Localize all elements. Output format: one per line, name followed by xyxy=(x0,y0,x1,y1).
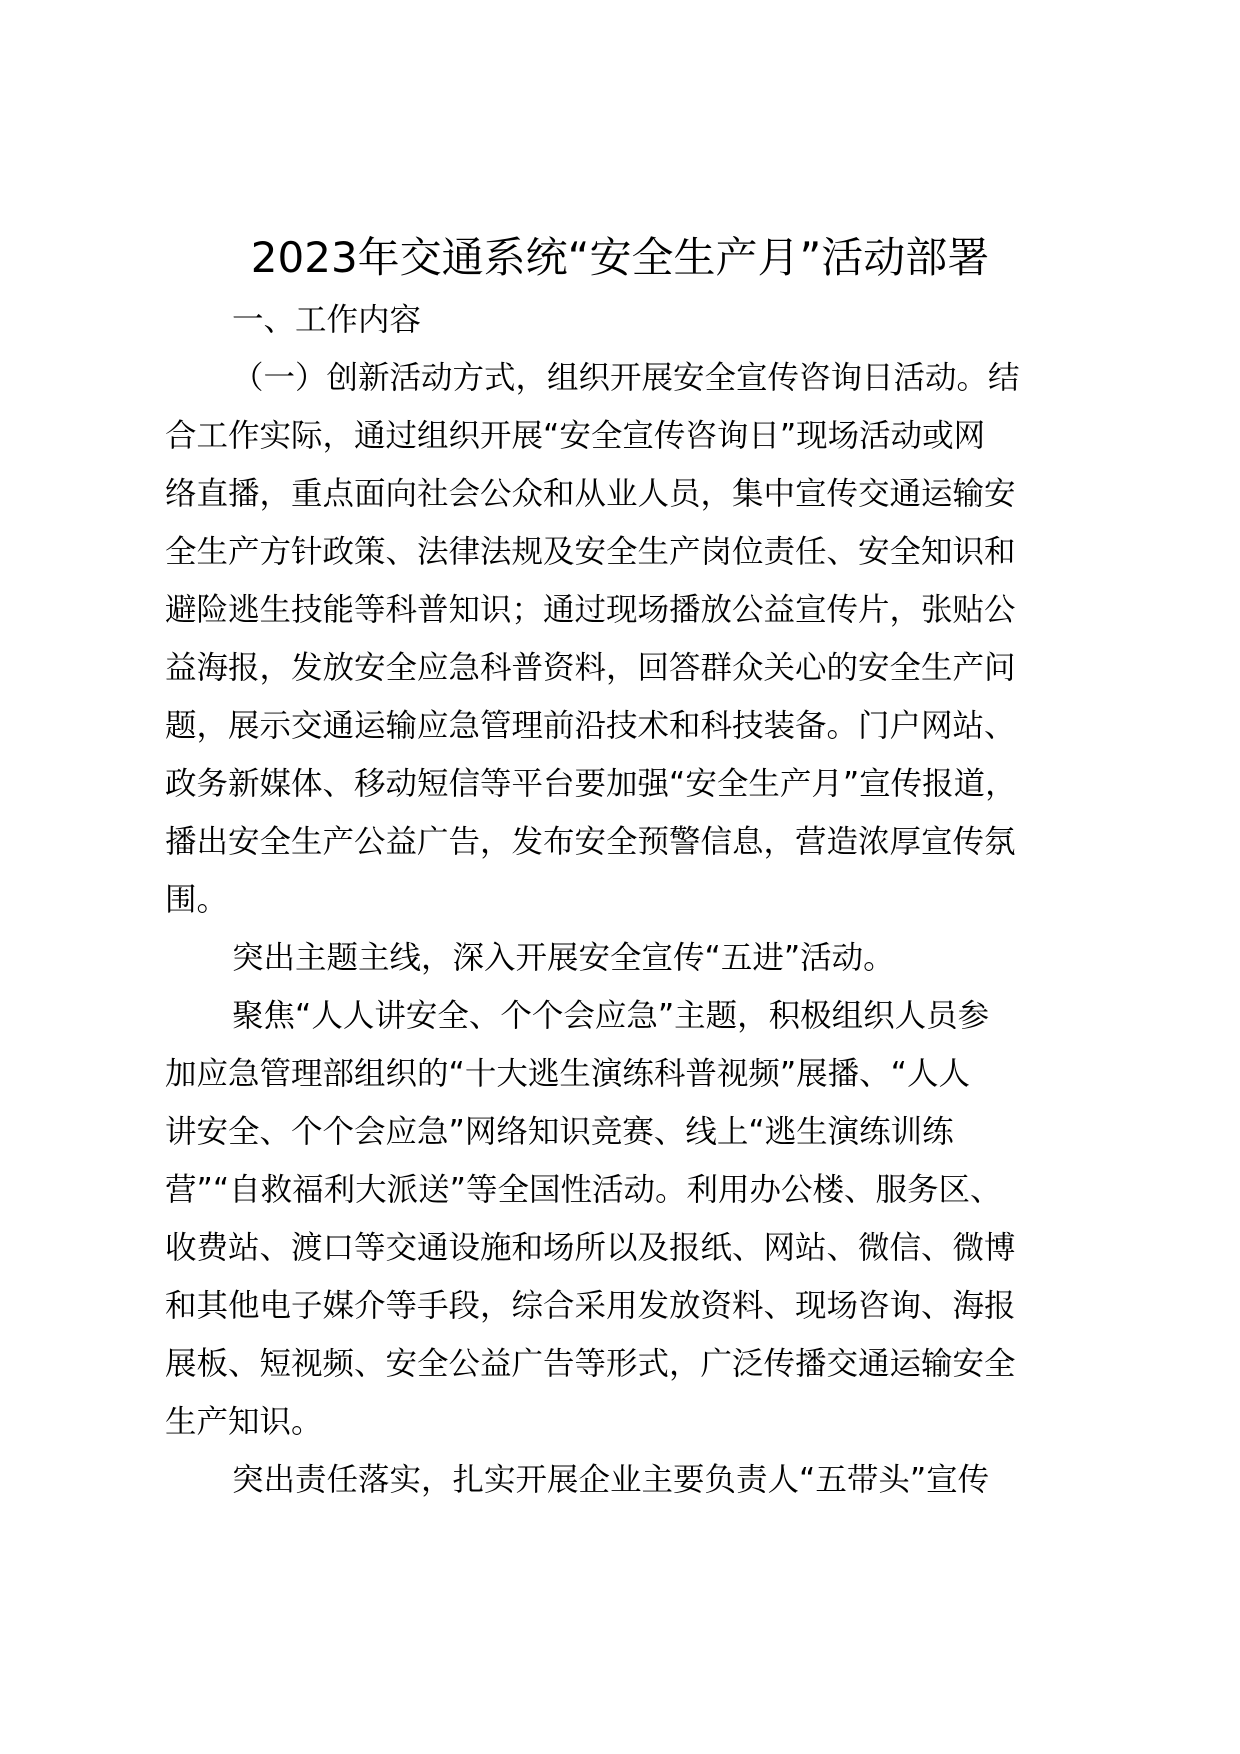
paragraph-line: （一）创新活动方式，组织开展安全宣传咨询日活动。结 xyxy=(232,360,1020,396)
paragraph-line: 营”“自救福利大派送”等全国性活动。利用办公楼、服务区、 xyxy=(165,1172,1002,1208)
paragraph-line: 围。 xyxy=(165,882,229,918)
paragraph-line: 讲安全、个个会应急”网络知识竞赛、线上“逃生演练训练 xyxy=(165,1114,954,1150)
paragraph-line: 聚焦“人人讲安全、个个会应急”主题，积极组织人员参 xyxy=(232,998,990,1034)
paragraph-line: 络直播，重点面向社会公众和从业人员，集中宣传交通运输安 xyxy=(165,476,1016,512)
section-heading: 一、工作内容 xyxy=(232,302,422,338)
paragraph-line: 突出主题主线，深入开展安全宣传“五进”活动。 xyxy=(232,940,895,976)
paragraph-line: 收费站、渡口等交通设施和场所以及报纸、网站、微信、微博 xyxy=(165,1230,1016,1266)
paragraph-line: 全生产方针政策、法律法规及安全生产岗位责任、安全知识和 xyxy=(165,534,1016,570)
paragraph-line: 和其他电子媒介等手段，综合采用发放资料、现场咨询、海报 xyxy=(165,1288,1016,1324)
document-title: 2023年交通系统“安全生产月”活动部署 xyxy=(250,233,990,282)
paragraph-line: 合工作实际，通过组织开展“安全宣传咨询日”现场活动或网 xyxy=(165,418,986,454)
paragraph-line: 加应急管理部组织的“十大逃生演练科普视频”展播、“人人 xyxy=(165,1056,970,1092)
paragraph-line: 题，展示交通运输应急管理前沿技术和科技装备。门户网站、 xyxy=(165,708,1016,744)
paragraph-line: 突出责任落实，扎实开展企业主要负责人“五带头”宣传 xyxy=(232,1462,990,1498)
paragraph-line: 益海报，发放安全应急科普资料，回答群众关心的安全生产问 xyxy=(165,650,1016,686)
paragraph-line: 播出安全生产公益广告，发布安全预警信息，营造浓厚宣传氛 xyxy=(165,824,1016,860)
paragraph-line: 展板、短视频、安全公益广告等形式，广泛传播交通运输安全 xyxy=(165,1346,1016,1382)
paragraph-line: 生产知识。 xyxy=(165,1404,323,1440)
paragraph-line: 政务新媒体、移动短信等平台要加强“安全生产月”宣传报道， xyxy=(165,766,1017,802)
paragraph-line: 避险逃生技能等科普知识；通过现场播放公益宣传片，张贴公 xyxy=(165,592,1016,628)
